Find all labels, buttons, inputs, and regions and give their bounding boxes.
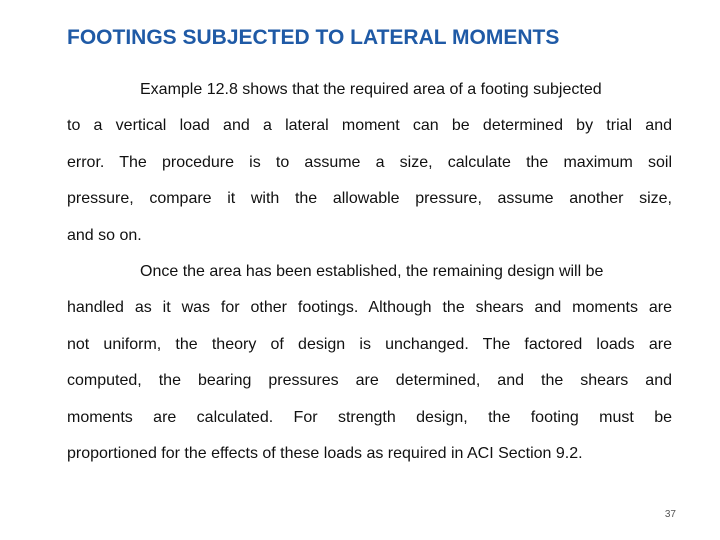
- paragraph-line: handled as it was for other footings. Although the shears and moments are: [67, 299, 672, 317]
- paragraph-line: Example 12.8 shows that the required area of a footing subjected: [140, 81, 602, 98]
- paragraph-line: error. The procedure is to assume a size, calculate the maximum soil: [67, 153, 672, 171]
- body-text: [67, 72, 672, 472]
- paragraph-line: moments are calculated. For strength design, the footing must be: [67, 408, 672, 426]
- paragraph-line: not uniform, the theory of design is unchanged. The factored loads are: [67, 335, 672, 353]
- paragraph-line: computed, the bearing pressures are determined, and the shears and: [67, 372, 672, 390]
- paragraph-line: proportioned for the effects of these loads as required in ACI Section 9.2.: [67, 444, 583, 462]
- paragraph-line: and so on.: [67, 226, 142, 244]
- paragraph-2: [67, 254, 672, 472]
- paragraph-line: pressure, compare it with the allowable pressure, assume another size,: [67, 190, 672, 208]
- page-number: 37: [664, 509, 676, 520]
- slide-title: FOOTINGS SUBJECTED TO LATERAL MOMENTS: [67, 26, 560, 49]
- paragraph-line: to a vertical load and a lateral moment can be determined by trial and: [67, 117, 672, 135]
- paragraph-line: Once the area has been established, the remaining design will be: [140, 262, 604, 280]
- paragraph-1: [67, 72, 672, 254]
